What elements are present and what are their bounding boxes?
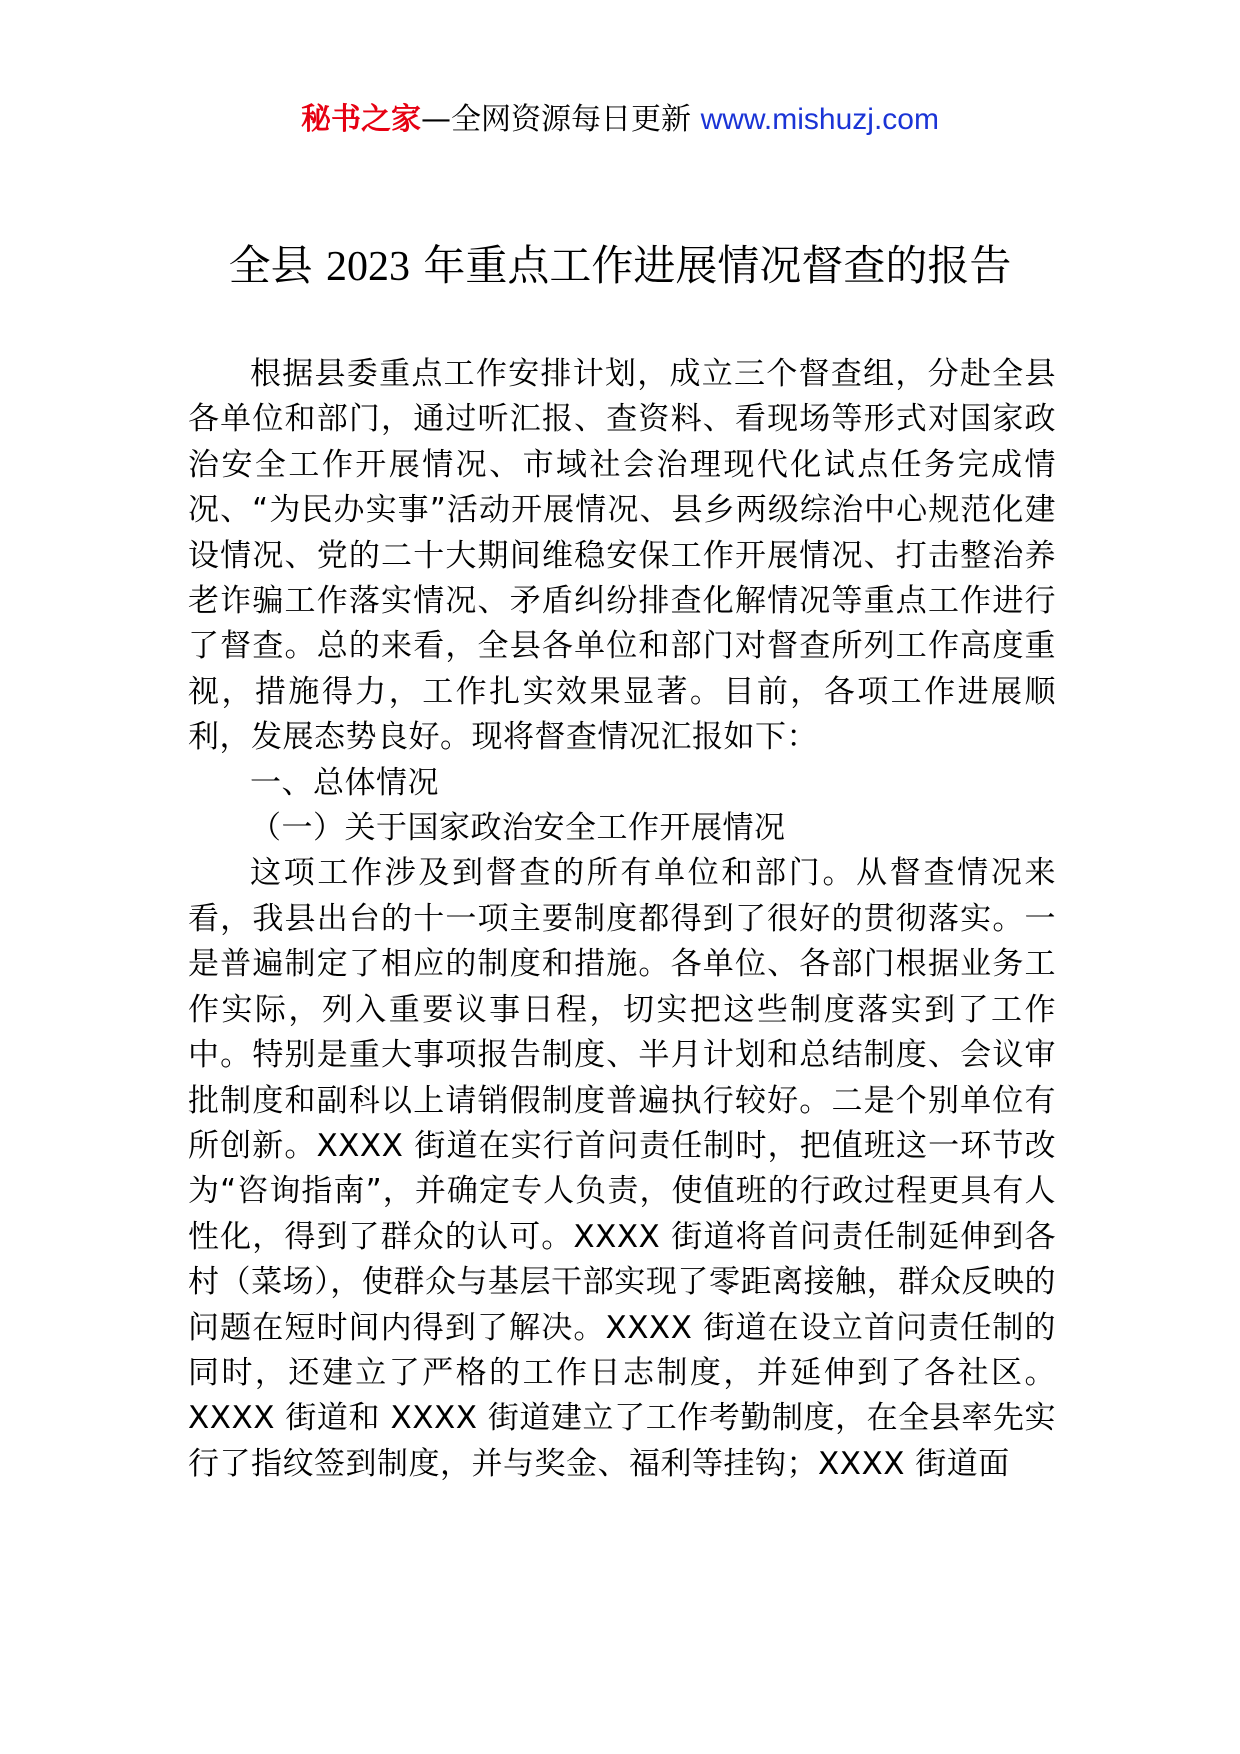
site-header (0, 100, 1240, 140)
document-title (0, 238, 1240, 295)
paragraph-intro: 根据县委重点工作安排计划，成立三个督查组，分赴全县各单位和部门，通过听汇报、查资料、看现场等形式对国家政治安全工作开展情况、市域社会治理现代化试点任务完成情况、“为民办实事”活动开展情况、县乡两级综治中心规范化建设情况、党的二十大期间维稳安保工作开展情况、打击整治养老诈骗工作落实情况、矛盾纠纷排查化解情况等重点工作进行了督查。总的来看，全县各单位和部门对督查所列工作高度重视，措施得力，工作扎实效果显著。目前，各项工作进展顺利，发展态势良好。现将督查情况汇报如下： (188, 356, 1056, 756)
title-prefix: 全县 (228, 241, 326, 290)
title-suffix: 年重点工作进展情况督查的报告 (410, 241, 1012, 290)
site-url: www.mishuzj.com (700, 103, 939, 136)
site-tagline: —全网资源每日更新 (421, 102, 701, 137)
site-brand: 秘书之家 (301, 102, 422, 137)
section-heading: 一、总体情况 (250, 764, 439, 801)
subsection-heading: （一）关于国家政治安全工作开展情况 (250, 810, 786, 847)
document-body (188, 352, 1056, 1487)
paragraph-body: 这项工作涉及到督查的所有单位和部门。从督查情况来看，我县出台的十一项主要制度都得到了很好的贯彻落实。一是普遍制定了相应的制度和措施。各单位、各部门根据业务工作实际，列入重要议事日程，切实把这些制度落实到了工作中。特别是重大事项报告制度、半月计划和总结制度、会议审批制度和副科以上请销假制度普遍执行较好。二是个别单位有所创新。XXXX 街道在实行首问责任制时，把值班这一环节改为“咨询指南”，并确定专人负责，使值班的行政过程更具有人性化，得到了群众的认可。XXXX 街道将首问责任制延伸到各村（菜场），使群众与基层干部实现了零距离接触，群众反映的问题在短时间内得到了解决。XXXX 街道在设立首问责任制的同时，还建立了严格的工作日志制度，并延伸到了各社区。XXXX 街道和 XXXX 街道建立了工作考勤制度，在全县率先实行了指纹签到制度，并与奖金、福利等挂钩；XXXX 街道面 (188, 855, 1056, 1482)
title-year: 2023 (326, 244, 410, 290)
